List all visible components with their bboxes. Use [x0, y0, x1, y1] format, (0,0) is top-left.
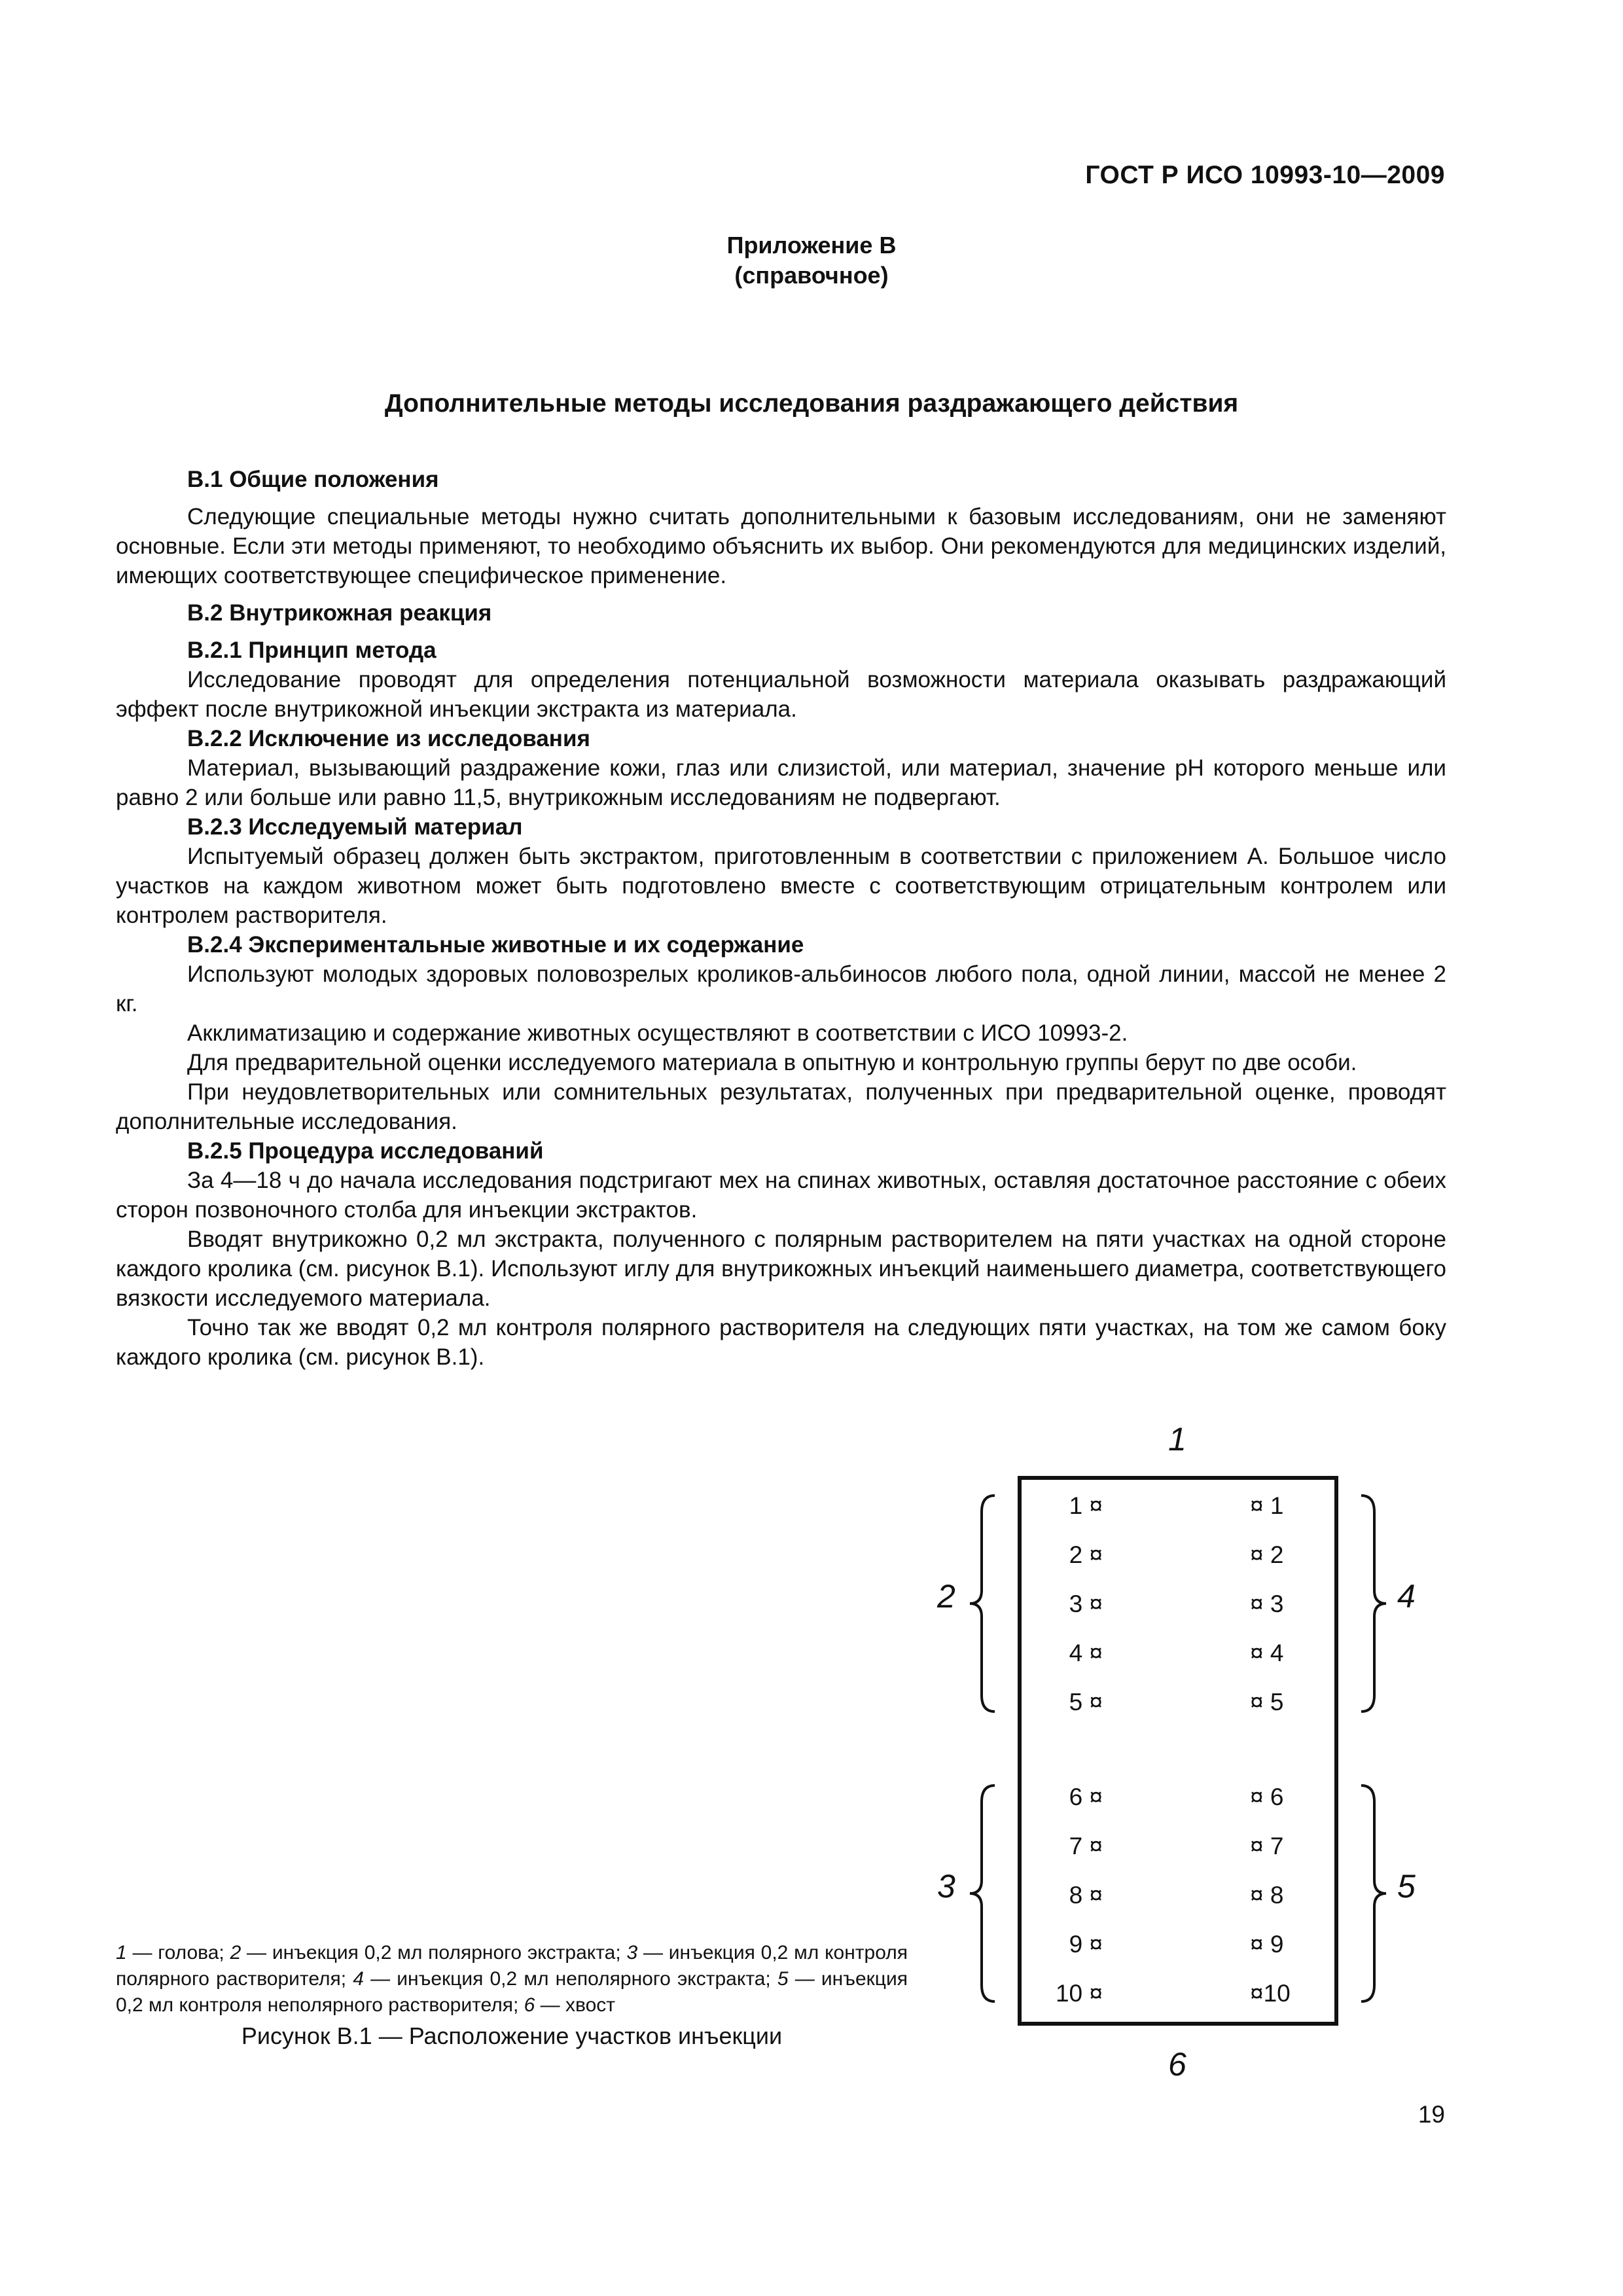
injection-site: ¤ 5: [1250, 1689, 1284, 1715]
section-heading-b24: В.2.4 Экспериментальные животные и их содержание: [187, 932, 804, 958]
left-brace-upper: [955, 1492, 1001, 1715]
injection-sites-figure: [903, 1420, 1440, 2101]
injection-site: ¤ 9: [1250, 1931, 1284, 1958]
section-heading-b25: В.2.5 Процедура исследований: [187, 1138, 544, 1164]
injection-site: ¤ 1: [1250, 1492, 1284, 1519]
injection-site: 7 ¤: [1069, 1833, 1103, 1859]
injection-site: 10 ¤: [1055, 1980, 1103, 2007]
paragraph: Материал, вызывающий раздражение кожи, глаз или слизистой, или материал, значение pH которого меньше или равно 2 или больше или равно 11,5, внутрикожным исследованиям не подвергают.: [116, 755, 1446, 810]
paragraph: Исследование проводят для определения потенциальной возможности материала оказывать раздражающий эффект после внутрикожной инъекции экстракта из материала.: [116, 667, 1446, 722]
right-brace-lower: [1355, 1782, 1400, 2005]
injection-site: 8 ¤: [1069, 1882, 1103, 1909]
injection-site: ¤ 6: [1250, 1784, 1284, 1810]
injection-site: ¤ 8: [1250, 1882, 1284, 1909]
paragraph: Вводят внутрикожно 0,2 мл экстракта, полученного с полярным растворителем на пяти участках на одной стороне каждого кролика (см. рисунок В.1). Используют иглу для внутрикожных инъекций наименьшего диаметра, соответствующего вязкости исследуемого материала.: [116, 1227, 1446, 1311]
paragraph: Для предварительной оценки исследуемого материала в опытную и контрольную группы берут по две особи.: [187, 1050, 1357, 1075]
injection-site: ¤ 2: [1250, 1541, 1284, 1568]
paragraph: Акклиматизацию и содержание животных осуществляют в соответствии с ИСО 10993-2.: [187, 1020, 1128, 1046]
injection-site: ¤ 3: [1250, 1590, 1284, 1617]
figure-legend: 1 — голова; 2 — инъекция 0,2 мл полярного экстракта; 3 — инъекция 0,2 мл контроля полярного растворителя; 4 — инъекция 0,2 мл неполярного экстракта; 5 — инъекция 0,2 мл контроля неполярного растворителя; 6 — хвост: [116, 1942, 908, 2016]
injection-site: ¤ 4: [1250, 1640, 1284, 1666]
body-text: [116, 465, 1446, 1372]
paragraph: Точно так же вводят 0,2 мл контроля полярного растворителя на следующих пяти участках, на том же самом боку каждого кролика (см. рисунок В.1).: [116, 1315, 1446, 1370]
label-nonpolar-control: 5: [1397, 1868, 1416, 1905]
injection-site: 3 ¤: [1069, 1590, 1103, 1617]
paragraph: Следующие специальные методы нужно считать дополнительными к базовым исследованиям, они не заменяют основные. Если эти методы применяют, то необходимо объяснить их выбор. Они рекомендуются для медицинских изделий, имеющих соответствующее специфическое применение.: [116, 504, 1446, 588]
injection-site: 2 ¤: [1069, 1541, 1103, 1568]
section-heading-b2: В.2 Внутрикожная реакция: [187, 600, 492, 626]
injection-site: ¤ 7: [1250, 1833, 1284, 1859]
left-brace-lower: [955, 1782, 1001, 2005]
label-nonpolar-extract: 4: [1397, 1578, 1416, 1615]
section-heading-b23: В.2.3 Исследуемый материал: [187, 814, 523, 840]
injection-site: ¤10: [1250, 1980, 1291, 2007]
label-polar-control: 3: [937, 1868, 955, 1905]
section-heading-b1: В.1 Общие положения: [187, 467, 439, 492]
annex-subtitle: (справочное): [734, 262, 889, 289]
paragraph: Испытуемый образец должен быть экстрактом, приготовленным в соответствии с приложением А. Большое число участков на каждом животном может быть подготовлено вместе с соответствующим отрицательным контролем или контролем растворителя.: [116, 844, 1446, 928]
section-heading-b21: В.2.1 Принцип метода: [187, 637, 437, 663]
section-heading-b22: В.2.2 Исключение из исследования: [187, 726, 590, 751]
injection-site: 4 ¤: [1069, 1640, 1103, 1666]
injection-site: 1 ¤: [1069, 1492, 1103, 1519]
injection-site: 6 ¤: [1069, 1784, 1103, 1810]
paragraph: При неудовлетворительных или сомнительных результатах, полученных при предварительной оценке, проводят дополнительные исследования.: [116, 1079, 1446, 1134]
paragraph: За 4—18 ч до начала исследования подстригают мех на спинах животных, оставляя достаточное расстояние с обеих сторон позвоночного столба для инъекции экстрактов.: [116, 1168, 1446, 1223]
injection-site: 9 ¤: [1069, 1931, 1103, 1958]
label-polar-extract: 2: [937, 1578, 955, 1615]
main-title: Дополнительные методы исследования раздражающего действия: [384, 389, 1239, 418]
standard-code: ГОСТ Р ИСО 10993-10—2009: [1085, 161, 1445, 189]
right-brace-upper: [1355, 1492, 1400, 1715]
label-tail: 6: [1168, 2046, 1186, 2083]
injection-site: 5 ¤: [1069, 1689, 1103, 1715]
annex-title: Приложение В: [726, 232, 897, 259]
page-number: 19: [1418, 2101, 1445, 2128]
label-head: 1: [1168, 1421, 1186, 1458]
paragraph: Используют молодых здоровых половозрелых кроликов-альбиносов любого пола, одной линии, массой не менее 2 кг.: [116, 961, 1446, 1016]
figure-caption: Рисунок В.1 — Расположение участков инъекции: [241, 2022, 783, 2049]
